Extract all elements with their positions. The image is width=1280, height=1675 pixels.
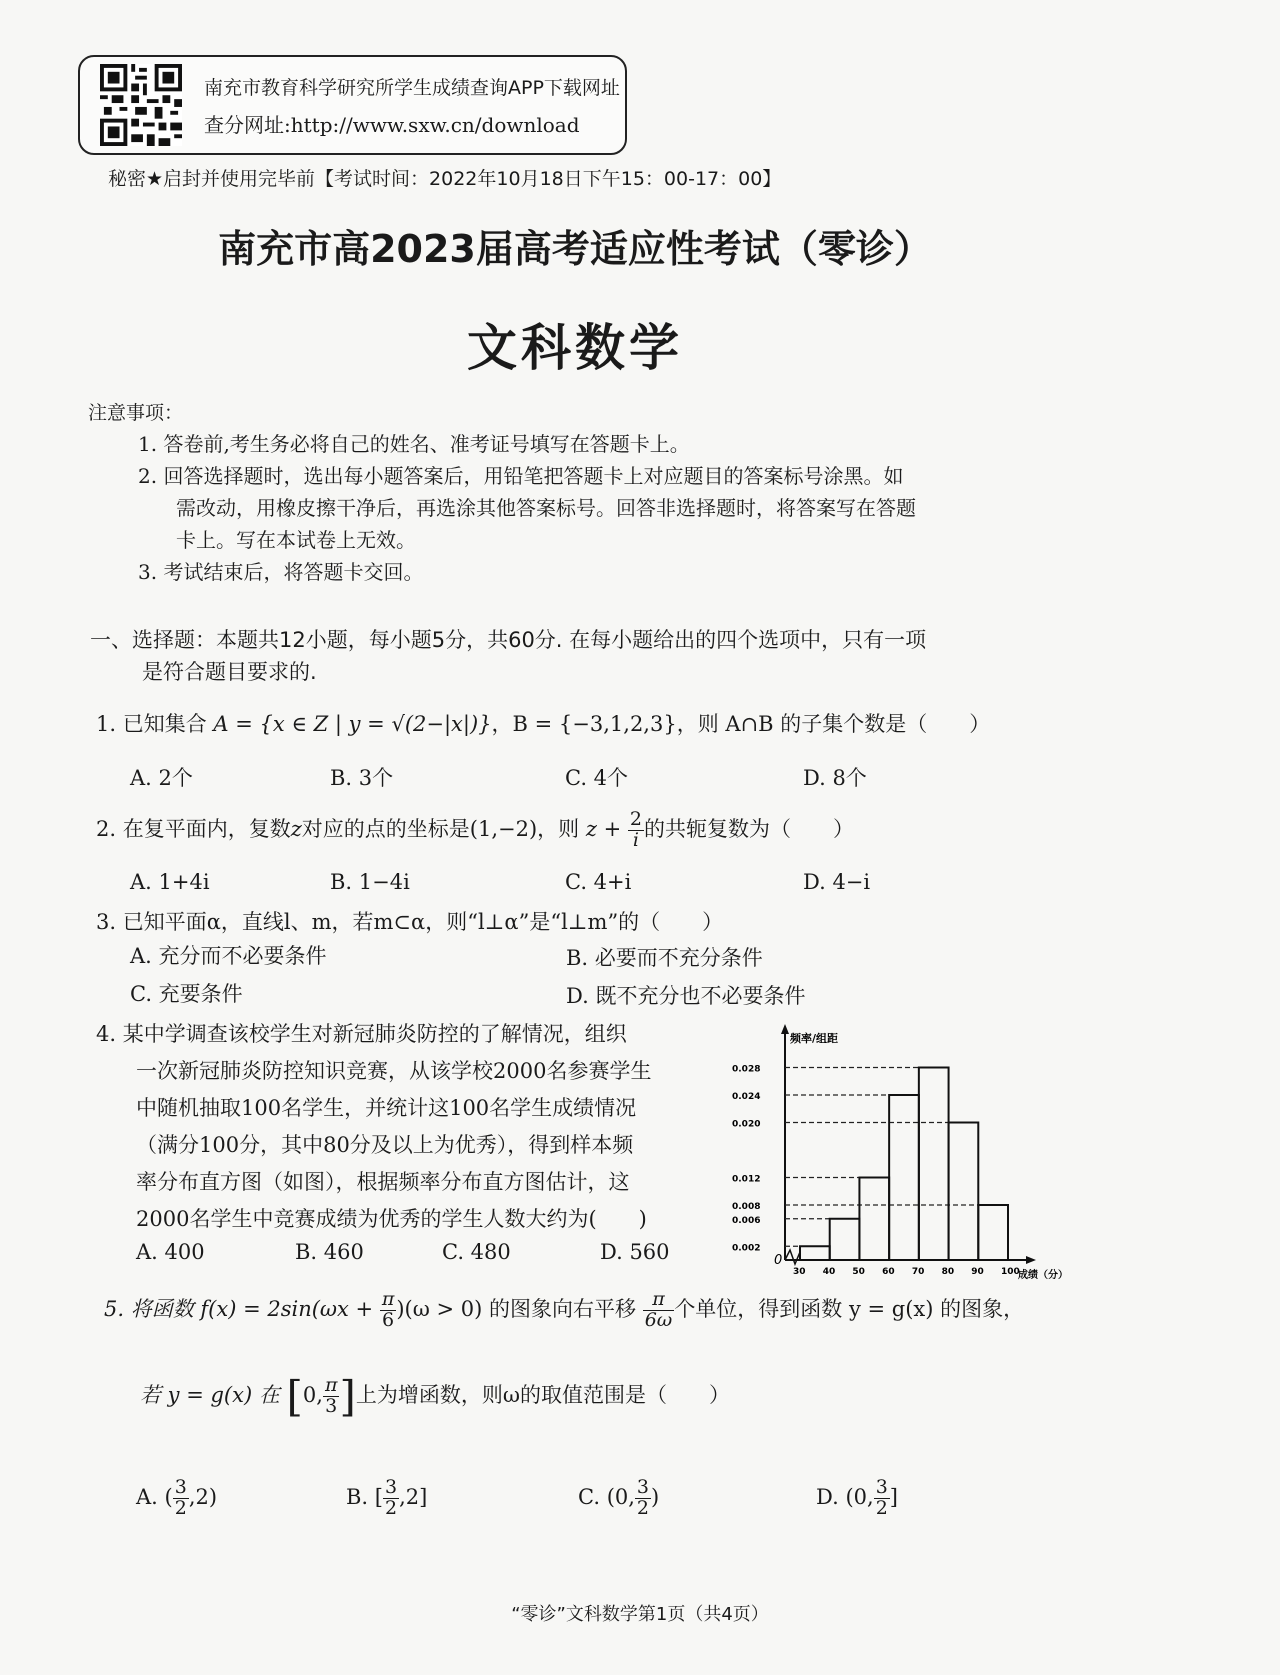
question-5-line1 <box>104 1290 1024 1331</box>
q4-option-c[interactable]: C. 480 <box>442 1240 511 1264</box>
option-open: (0, <box>606 1484 635 1509</box>
q5-fraction-1 <box>380 1290 397 1331</box>
q2-var: z <box>290 816 302 841</box>
y-tick-label: 0.008 <box>732 1202 761 1212</box>
q2-expr: z + <box>585 816 622 841</box>
frac-num: 2 <box>629 808 642 830</box>
y-tick-label: 0.006 <box>732 1215 761 1226</box>
frac-den: 6ω <box>644 1308 673 1331</box>
frac-den: 3 <box>325 1395 338 1417</box>
option-open: [ <box>374 1484 383 1509</box>
download-banner <box>78 55 627 155</box>
q5-option-a[interactable] <box>136 1478 217 1519</box>
option-label: D. <box>816 1484 839 1509</box>
option-open: (0, <box>845 1484 874 1509</box>
question-5-line2 <box>140 1372 730 1421</box>
section-heading: 一、选择题：本题共12小题，每小题5分，共60分. 在每小题给出的四个选项中，只有一项 <box>90 628 927 652</box>
histogram-bar <box>800 1246 830 1260</box>
option-fraction <box>635 1478 651 1519</box>
q1-set-a: A = {x ∈ Z | y = √(2−|x|)} <box>213 712 492 736</box>
q2-prefix: 2. 在复平面内，复数 <box>96 816 291 841</box>
y-tick-label: 0.024 <box>732 1092 761 1102</box>
x-tick-label: 90 <box>971 1267 984 1277</box>
bracket-left-icon: [ <box>286 1372 303 1421</box>
qr-code-icon[interactable] <box>100 64 182 146</box>
y-tick-label: 0.002 <box>732 1243 761 1254</box>
option-label: A. <box>136 1484 158 1509</box>
y-tick-label: 0.012 <box>732 1174 761 1185</box>
frac-den: 2 <box>385 1496 398 1519</box>
bracket-right-icon: ] <box>339 1372 356 1421</box>
frac-den: 2 <box>636 1496 650 1519</box>
page-footer: “零诊”文科数学第1页（共4页） <box>511 1604 769 1625</box>
origin-label: 0 <box>774 1253 783 1268</box>
y-tick-label: 0.020 <box>732 1119 761 1130</box>
q1-option-a[interactable]: A. 2个 <box>130 766 193 790</box>
q5-option-c[interactable] <box>578 1478 659 1519</box>
q5-option-b[interactable] <box>346 1478 427 1519</box>
q4-option-b[interactable]: B. 460 <box>295 1240 364 1264</box>
banner-url[interactable]: 查分网址:http://www.sxw.cn/download <box>204 113 580 137</box>
section-heading-cont: 是符合题目要求的. <box>142 660 317 684</box>
notice-item: 3. 考试结束后，将答题卡交回。 <box>138 560 424 584</box>
frac-den: 6 <box>382 1308 395 1331</box>
x-axis-label: 成绩（分） <box>1018 1270 1068 1280</box>
frac-num: 3 <box>875 1476 888 1498</box>
x-tick-label: 70 <box>911 1267 925 1277</box>
option-fraction <box>874 1478 890 1519</box>
option-rest: ) <box>651 1484 660 1509</box>
axis-break-icon <box>785 1250 800 1264</box>
frac-den: 2 <box>174 1496 187 1519</box>
q2-option-b[interactable]: B. 1−4i <box>330 870 410 894</box>
question-1 <box>96 708 990 738</box>
histogram-bar <box>889 1095 919 1260</box>
frac-num: π <box>324 1374 338 1397</box>
frac-num: π <box>381 1288 395 1310</box>
y-axis-arrow-icon <box>781 1024 789 1034</box>
q2-fraction <box>628 810 644 851</box>
q4-line: 2000名学生中竞赛成绩为优秀的学生人数大约为( ) <box>136 1207 647 1231</box>
option-label: B. <box>346 1484 369 1509</box>
notice-item: 卡上。写在本试卷上无效。 <box>176 528 416 552</box>
q4-line: 一次新冠肺炎防控知识竞赛，从该学校2000名参赛学生 <box>136 1059 652 1083</box>
x-tick-label: 30 <box>793 1267 806 1277</box>
q4-line: 中随机抽取100名学生，并统计这100名学生成绩情况 <box>136 1096 637 1120</box>
x-tick-label: 40 <box>822 1267 836 1277</box>
q1-option-d[interactable]: D. 8个 <box>803 766 867 790</box>
q1-prefix: 1. 已知集合 <box>96 712 207 736</box>
option-open: ( <box>164 1484 173 1509</box>
q2-tail: 的共轭复数为（ ） <box>644 816 854 841</box>
question-3: 3. 已知平面α，直线l、m，若m⊂α，则“l⊥α”是“l⊥m”的（ ） <box>96 910 724 934</box>
q1-option-c[interactable]: C. 4个 <box>565 766 629 790</box>
option-fraction <box>383 1478 399 1519</box>
histogram-bar <box>830 1219 860 1260</box>
y-tick-label: 0.028 <box>732 1064 761 1075</box>
x-tick-label: 50 <box>852 1267 865 1277</box>
option-rest: ,2] <box>399 1484 428 1509</box>
histogram-bar <box>919 1068 949 1261</box>
q2-mid: 对应的点的坐标是(1,−2)，则 <box>301 816 580 841</box>
banner-title: 南充市教育科学研究所学生成绩查询APP下载网址 <box>204 77 620 99</box>
x-tick-label: 80 <box>941 1267 955 1277</box>
option-label: C. <box>578 1484 600 1509</box>
q5-fraction-2 <box>643 1290 675 1331</box>
q1-option-b[interactable]: B. 3个 <box>330 766 394 790</box>
frequency-histogram <box>730 1020 1075 1280</box>
q5-text: 上为增函数，则ω的取值范围是（ ） <box>355 1383 730 1407</box>
q3-option-c[interactable]: C. 充要条件 <box>130 982 243 1006</box>
x-axis-arrow-icon <box>1026 1256 1036 1264</box>
frac-num: 3 <box>385 1476 398 1498</box>
q2-option-d[interactable]: D. 4−i <box>803 870 871 894</box>
option-rest: ,2) <box>188 1484 218 1509</box>
q5-text: 个单位，得到函数 y = g(x) 的图象， <box>674 1296 1025 1321</box>
q3-option-a[interactable]: A. 充分而不必要条件 <box>130 944 327 968</box>
q3-option-b[interactable]: B. 必要而不充分条件 <box>566 946 763 970</box>
q2-option-a[interactable]: A. 1+4i <box>130 870 210 894</box>
exam-time-line: 秘密★启封并使用完毕前【考试时间：2022年10月18日下午15：00-17：00】 <box>108 168 782 190</box>
frac-den: i <box>632 828 639 851</box>
q4-line: （满分100分，其中80分及以上为优秀），得到样本频 <box>136 1133 634 1157</box>
question-2 <box>96 810 854 851</box>
q5-text: )(ω > 0) 的图象向右平移 <box>396 1296 637 1321</box>
frac-den: 2 <box>875 1496 888 1519</box>
histogram-bar <box>949 1123 979 1261</box>
subject-title: 文科数学 <box>467 319 683 377</box>
histogram-bar <box>978 1205 1008 1260</box>
option-fraction <box>173 1478 189 1519</box>
notice-item: 2. 回答选择题时，选出每小题答案后，用铅笔把答题卡上对应题目的答案标号涂黑。如 <box>138 464 904 488</box>
y-axis-label: 频率/组距 <box>790 1032 839 1045</box>
frac-num: 3 <box>174 1476 187 1498</box>
q5-func: 5. 将函数 f(x) = 2sin(ωx + <box>104 1296 374 1321</box>
q4-line: 率分布直方图（如图），根据频率分布直方图估计，这 <box>136 1170 630 1194</box>
q4-option-a[interactable]: A. 400 <box>136 1240 205 1264</box>
x-tick-label: 60 <box>882 1267 895 1277</box>
q4-line: 4. 某中学调查该校学生对新冠肺炎防控的了解情况，组织 <box>96 1022 627 1046</box>
q1-set-b: ，B = {−3,1,2,3}，则 <box>491 712 719 736</box>
q3-option-d[interactable]: D. 既不充分也不必要条件 <box>566 984 806 1008</box>
exam-title: 南充市高2023届高考适应性考试（零诊） <box>218 227 932 271</box>
q2-option-c[interactable]: C. 4+i <box>565 870 632 894</box>
notice-item: 1. 答卷前,考生务必将自己的姓名、准考证号填写在答题卡上。 <box>138 432 690 456</box>
q5-fraction-3 <box>323 1376 340 1417</box>
q5-interval-left: 0, <box>302 1383 323 1407</box>
x-tick-label: 100 <box>1001 1267 1020 1277</box>
q4-option-d[interactable]: D. 560 <box>600 1240 670 1264</box>
q1-tail: A∩B 的子集个数是（ ） <box>725 712 991 736</box>
q5-option-d[interactable] <box>816 1478 898 1519</box>
q5-cond: 若 y = g(x) 在 <box>140 1383 280 1407</box>
notice-item: 需改动，用橡皮擦干净后，再选涂其他答案标号。回答非选择题时，将答案写在答题 <box>176 496 916 520</box>
frac-num: π <box>643 1290 675 1311</box>
frac-num: 3 <box>636 1476 650 1498</box>
histogram-bar <box>859 1178 889 1261</box>
notice-heading: 注意事项： <box>88 402 184 424</box>
option-rest: ] <box>889 1484 898 1509</box>
